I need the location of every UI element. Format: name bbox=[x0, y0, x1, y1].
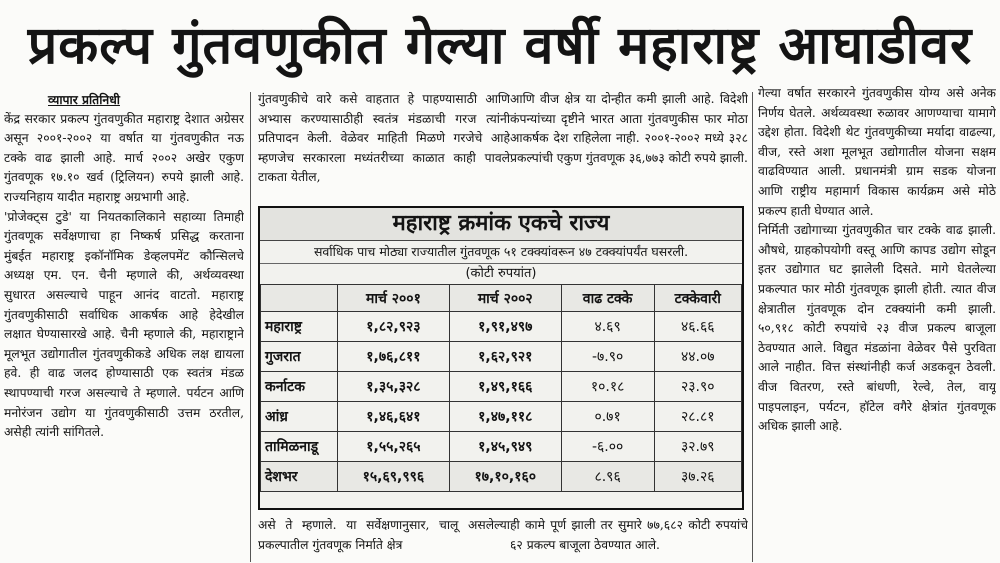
article-column-1 bbox=[4, 90, 244, 562]
paragraph: गुंतवणुकीचे वारे कसे वाहतात हे पाहण्यासाठी आणि अभ्यास करण्यासाठीही स्वतंत्र मंडळाची गरज त्यांनी प्रतिपादन केली. वेळेवर माहिती मिळणे गरजेचे आहे म्हणजेच सरकारला मध्यंतरीच्या काळात काही पावले टाकता येतील, bbox=[258, 92, 510, 185]
value-cell: १,८२,९२३ bbox=[338, 312, 450, 342]
value-cell: १,४५,९४९ bbox=[449, 432, 561, 462]
value-cell: ३७.२६ bbox=[654, 462, 741, 492]
value-cell: ४.६९ bbox=[561, 312, 654, 342]
value-cell: ३२.७९ bbox=[654, 432, 741, 462]
table-row bbox=[261, 402, 742, 432]
table-total-row bbox=[261, 462, 742, 492]
value-cell: १,७६,८११ bbox=[338, 342, 450, 372]
article-column-3 bbox=[510, 90, 748, 200]
header-cell bbox=[261, 285, 338, 312]
value-cell: ८.९६ bbox=[561, 462, 654, 492]
column-divider bbox=[250, 92, 251, 562]
article-column-2-continued bbox=[258, 516, 510, 562]
value-cell: १७,१०,१६० bbox=[449, 462, 561, 492]
table-row bbox=[261, 432, 742, 462]
value-cell: २८.८१ bbox=[654, 402, 741, 432]
paragraph: गेल्या वर्षात सरकारने गुंतवणुकीस योग्य असे अनेक निर्णय घेतले. अर्थव्यवस्था रुळावर आणण्याचा यामागे उद्देश होता. विदेशी थेट गुंतवणुकीच्या मर्यादा वाढल्या, वीज, रस्ते अशा मूलभूत उद्योगातील योजना सक्षम वाढविण्यात आली. प्रधानमंत्री ग्राम सडक योजना आणि राष्ट्रीय महामार्ग विकास कार्यक्रम असे मोठे प्रकल्प हाती घेण्यात आले. bbox=[758, 86, 996, 218]
state-cell: महाराष्ट्र bbox=[261, 312, 338, 342]
value-cell: ४६.६६ bbox=[654, 312, 741, 342]
value-cell: -६.०० bbox=[561, 432, 654, 462]
investment-table-box bbox=[258, 206, 744, 510]
value-cell: १,६२,९२१ bbox=[449, 342, 561, 372]
state-cell: गुजरात bbox=[261, 342, 338, 372]
column-divider bbox=[752, 92, 753, 562]
header-cell: मार्च २००२ bbox=[449, 285, 561, 312]
paragraph: केंद्र सरकार प्रकल्प गुंतवणुकीत महाराष्ट्र देशात अग्रेसर असून २००१-२००२ या वर्षात या गुंतवणुकीत नऊ टक्के वाढ झाली आहे. मार्च २००२ अखेर एकुण गुंतवणूक १७.१० खर्व (ट्रिलियन) रुपये झाली आहे. राज्यनिहाय यादीत महाराष्ट्र अग्रभागी आहे. bbox=[4, 111, 244, 204]
header-cell: मार्च २००१ bbox=[338, 285, 450, 312]
article-column-4 bbox=[758, 84, 996, 562]
headline: प्रकल्प गुंतवणुकीत गेल्या वर्षी महाराष्ट्र आघाडीवर bbox=[27, 15, 973, 76]
table-subtitle: सर्वाधिक पाच मोठ्या राज्यातील गुंतवणूक ५१ टक्क्यांवरून ४७ टक्क्यांपर्यंत घसरली. bbox=[260, 241, 742, 264]
value-cell: १०.१८ bbox=[561, 372, 654, 402]
state-cell: आंध्र bbox=[261, 402, 338, 432]
value-cell: १,९१,४९७ bbox=[449, 312, 561, 342]
value-cell: १,४९,१६६ bbox=[449, 372, 561, 402]
investment-table bbox=[260, 284, 742, 492]
article-column-3-continued bbox=[510, 516, 748, 562]
table-row bbox=[261, 342, 742, 372]
table-unit: (कोटी रुपयांत) bbox=[465, 266, 537, 281]
value-cell: १,४७,११८ bbox=[449, 402, 561, 432]
state-cell: कर्नाटक bbox=[261, 372, 338, 402]
table-header-row bbox=[261, 285, 742, 312]
value-cell: १,३५,३२८ bbox=[338, 372, 450, 402]
header-cell: टक्केवारी bbox=[654, 285, 741, 312]
value-cell: ४४.०७ bbox=[654, 342, 741, 372]
paragraph: असे ते म्हणाले. या सर्वेक्षणानुसार, चालू असलेल्या प्रकल्पातील गुंतवणूक निर्माते क्षेत्र bbox=[258, 518, 510, 552]
value-cell: १,४६,६४१ bbox=[338, 402, 450, 432]
value-cell: २३.९० bbox=[654, 372, 741, 402]
table-row bbox=[261, 372, 742, 402]
paragraph: ही कामे पूर्ण झाली तर सुमारे ७७,६८२ कोटी रुपयांचे ६२ प्रकल्प बाजूला ठेवण्यात आले. bbox=[510, 518, 748, 552]
value-cell: ०.७१ bbox=[561, 402, 654, 432]
value-cell: १,५५,२६५ bbox=[338, 432, 450, 462]
paragraph: आणि वीज क्षेत्र या दोन्हीत कमी झाली आहे. विदेशी कंपन्यांच्या दृष्टीने भारत आता गुंतवणुकीस फार मोठा आकर्षक देश राहिलेला नाही. २००१-२००२ मध्ये ३२८ प्रकल्पांची एकुण गुंतवणूक ३६,७७३ कोटी रुपये झाली. bbox=[510, 92, 748, 165]
table-title: महाराष्ट्र क्रमांक एकचे राज्य bbox=[260, 208, 742, 241]
article-column-2 bbox=[258, 90, 510, 200]
header-cell: वाढ टक्के bbox=[561, 285, 654, 312]
value-cell: १५,६९,९९६ bbox=[338, 462, 450, 492]
value-cell: -७.९० bbox=[561, 342, 654, 372]
state-cell: देशभर bbox=[261, 462, 338, 492]
table-row bbox=[261, 312, 742, 342]
state-cell: तामिळनाडू bbox=[261, 432, 338, 462]
byline: व्यापार प्रतिनिधी bbox=[48, 92, 120, 107]
paragraph: निर्मिती उद्योगाच्या गुंतवणुकीत चार टक्के वाढ झाली. औषधे, ग्राहकोपयोगी वस्तू आणि कापड उद्योग सोडून इतर उद्योगात घट झालेली दिसते. मागे घेतलेल्या प्रकल्पात फार मोठी गुंतवणूक झाली होती. त्यात वीज क्षेत्रातील गुंतवणूक दोन टक्क्यांनी कमी झाली. ५०,९१८ कोटी रुपयांचे २३ वीज प्रकल्प बाजूला ठेवण्यात आले. विद्युत मंडळांना वेळेवर पैसे पुरविता आले नाहीत. वित्त संस्थांनीही कर्ज अडकवून ठेवली. वीज वितरण, रस्ते बांधणी, रेल्वे, तेल, वायू पाइपलाइन, पर्यटन, हॉटेल वगैरे क्षेत्रांत गुंतवणूक अधिक झाली आहे. bbox=[758, 223, 996, 434]
paragraph: 'प्रोजेक्ट्स टुडे' या नियतकालिकाने सहाव्या तिमाही गुंतवणूक सर्वेक्षणाचा हा निष्कर्ष प्रसिद्ध करताना मुंबईत महाराष्ट्र इकॉनॉमिक डेव्हलपमेंट कौन्सिलचे अध्यक्ष एम. एन. चैनी म्हणाले की, अर्थव्यवस्था सुधारत असल्याचे पाहून आनंद वाटतो. महाराष्ट्र गुंतवणुकीसाठी सर्वाधिक आकर्षक आहे हेदेखील लक्षात घेण्यासारखे आहे. चैनी म्हणाले की, महाराष्ट्राने मूलभूत उद्योगातील गुंतवणुकीकडे अधिक लक्ष द्यायला हवे. ही वाढ जलद होण्यासाठी एक स्वतंत्र मंडळ स्थापण्याची गरज असल्याचे ते म्हणाले. पर्यटन आणि मनोरंजन उद्योग या गुंतवणुकीसाठी उत्तम ठरतील, असेही त्यांनी सांगितले. bbox=[4, 209, 244, 440]
